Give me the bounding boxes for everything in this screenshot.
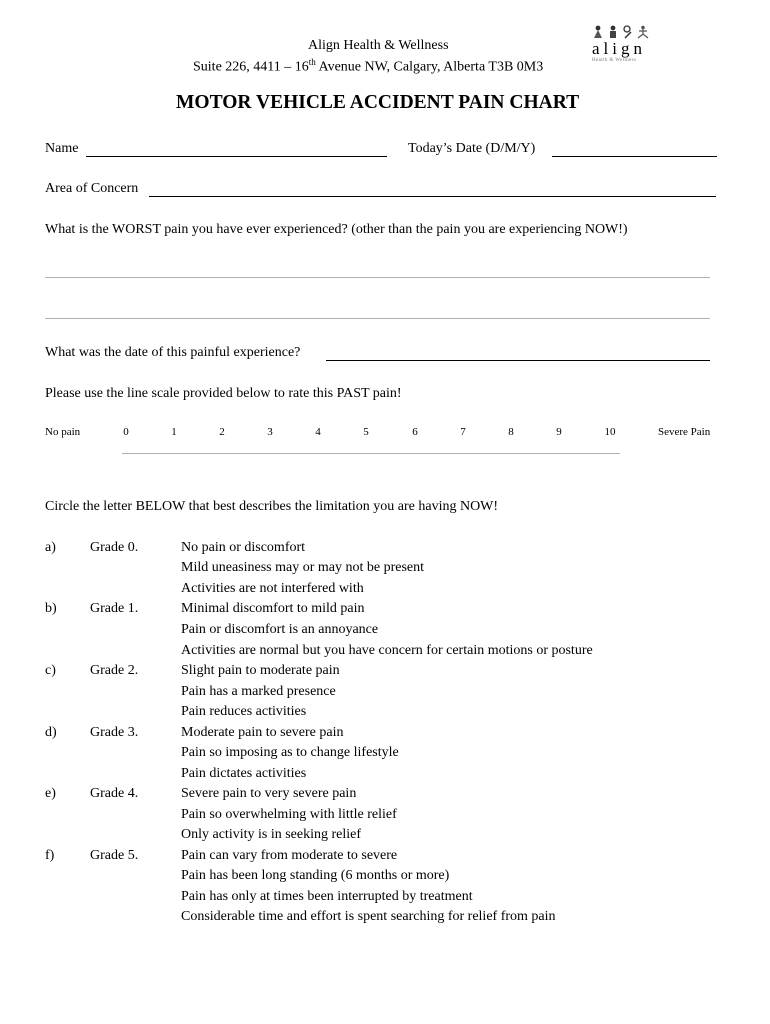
grade-description: Pain has only at times been interrupted by treatment xyxy=(181,889,473,904)
page-title: MOTOR VEHICLE ACCIDENT PAIN CHART xyxy=(176,92,580,113)
pain-date-field[interactable] xyxy=(326,360,710,361)
grade-letter[interactable]: f) xyxy=(45,848,55,863)
grade-label: Grade 0. xyxy=(90,540,139,555)
todays-date-label: Today’s Date (D/M/Y) xyxy=(408,141,536,156)
grade-description: Mild uneasiness may or may not be present xyxy=(181,560,425,575)
grade-description: Pain has a marked presence xyxy=(181,684,336,699)
grade-description: Pain or discomfort is an annoyance xyxy=(181,622,379,637)
scale-number[interactable]: 0 xyxy=(123,426,129,438)
scale-no-pain-label: No pain xyxy=(45,426,81,438)
grade-description: Severe pain to very severe pain xyxy=(181,786,357,801)
logo-subtext: Health & Wellness xyxy=(592,58,637,63)
grade-letter[interactable]: a) xyxy=(45,540,56,555)
scale-number[interactable]: 9 xyxy=(556,426,562,438)
scale-number[interactable]: 10 xyxy=(604,426,616,438)
align-logo xyxy=(592,22,652,70)
grade-description: Activities are not interfered with xyxy=(181,581,364,596)
figure-1-icon xyxy=(592,25,604,39)
address-superscript: th xyxy=(308,57,316,67)
scale-number[interactable]: 2 xyxy=(219,426,225,438)
figure-4-icon xyxy=(637,25,649,39)
grade-description: Slight pain to moderate pain xyxy=(181,663,340,678)
scale-number[interactable]: 1 xyxy=(171,426,177,438)
grade-description: Pain dictates activities xyxy=(181,766,307,781)
worst-pain-answer-line-1[interactable] xyxy=(45,277,710,278)
grade-label: Grade 1. xyxy=(90,601,139,616)
todays-date-field[interactable] xyxy=(552,156,717,157)
grade-letter[interactable]: e) xyxy=(45,786,56,801)
grade-description: Pain reduces activities xyxy=(181,704,307,719)
grade-description: Considerable time and effort is spent searching for relief from pain xyxy=(181,909,556,924)
logo-figures-icon xyxy=(592,22,652,39)
grade-label: Grade 2. xyxy=(90,663,139,678)
name-label: Name xyxy=(45,141,79,156)
grade-letter[interactable]: c) xyxy=(45,663,56,678)
grade-description: No pain or discomfort xyxy=(181,540,306,555)
grade-label: Grade 4. xyxy=(90,786,139,801)
grade-description: Minimal discomfort to mild pain xyxy=(181,601,365,616)
grade-letter[interactable]: d) xyxy=(45,725,57,740)
address-part-1: Suite 226, 4411 – 16 xyxy=(193,59,309,75)
figure-3-icon xyxy=(622,25,634,39)
scale-number[interactable]: 4 xyxy=(315,426,321,438)
scale-number[interactable]: 3 xyxy=(267,426,273,438)
scale-number[interactable]: 7 xyxy=(460,426,466,438)
grade-description: Only activity is in seeking relief xyxy=(181,827,362,842)
logo-wordmark: align xyxy=(592,39,646,58)
grade-description: Pain has been long standing (6 months or more) xyxy=(181,868,450,883)
grade-label: Grade 5. xyxy=(90,848,139,863)
org-name: Align Health & Wellness xyxy=(308,38,449,53)
scale-number[interactable]: 6 xyxy=(412,426,418,438)
scale-line[interactable] xyxy=(122,453,620,454)
grade-description: Activities are normal but you have concern for certain motions or posture xyxy=(181,643,593,658)
scale-number[interactable]: 8 xyxy=(508,426,514,438)
grade-description: Pain so overwhelming with little relief xyxy=(181,807,397,822)
grade-description: Pain can vary from moderate to severe xyxy=(181,848,398,863)
area-of-concern-label: Area of Concern xyxy=(45,181,139,196)
scale-instruction: Please use the line scale provided below to rate this PAST pain! xyxy=(45,386,402,401)
org-address xyxy=(193,57,543,76)
grade-description: Pain so imposing as to change lifestyle xyxy=(181,745,399,760)
name-field[interactable] xyxy=(86,156,387,157)
pain-date-question: What was the date of this painful experience? xyxy=(45,345,301,360)
worst-pain-answer-line-2[interactable] xyxy=(45,318,710,319)
limitation-instruction: Circle the letter BELOW that best describes the limitation you are having NOW! xyxy=(45,499,499,514)
area-of-concern-field[interactable] xyxy=(149,196,716,197)
grade-label: Grade 3. xyxy=(90,725,139,740)
figure-2-icon xyxy=(607,25,619,39)
grade-letter[interactable]: b) xyxy=(45,601,57,616)
worst-pain-question: What is the WORST pain you have ever experienced? (other than the pain you are experiencing NOW!) xyxy=(45,222,628,237)
grade-description: Moderate pain to severe pain xyxy=(181,725,344,740)
scale-number[interactable]: 5 xyxy=(363,426,369,438)
scale-severe-pain-label: Severe Pain xyxy=(658,426,711,438)
address-part-2: Avenue NW, Calgary, Alberta T3B 0M3 xyxy=(315,59,544,75)
